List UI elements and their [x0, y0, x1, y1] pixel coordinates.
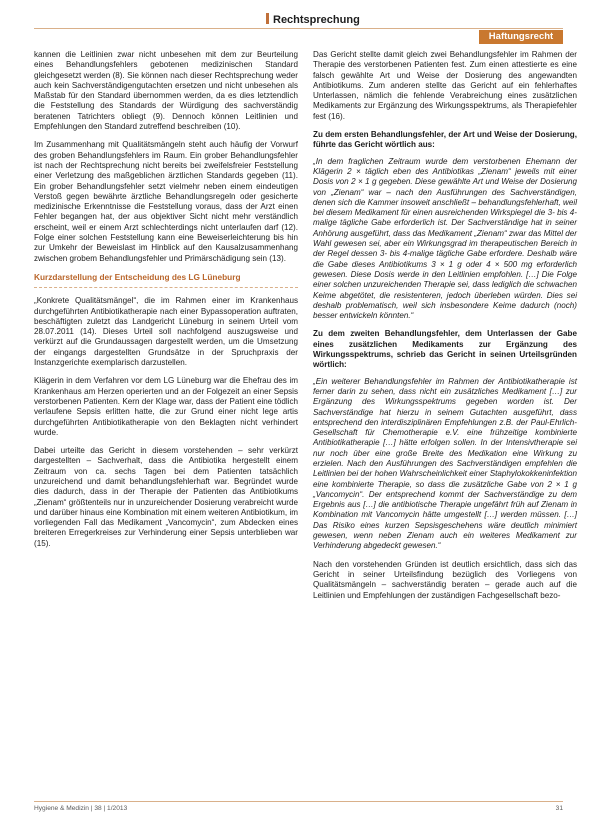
page-footer: [34, 801, 563, 812]
right-column: [313, 50, 577, 609]
section-title: Rechtsprechung: [273, 14, 360, 26]
section-marker: [266, 13, 269, 24]
paragraph: Nach den vorstehenden Gründen ist deutlich ersichtlich, dass sich das Gericht in seiner Urteilsfindung bezüglich des Vorliegens von Qualitätsmängeln – sachverständig beraten – gerade auch auf die Leitlinien und Empfehlungen der zuständigen Fachgesellschaft bezo-: [313, 559, 577, 600]
journal-citation: Hygiene & Medizin | 38 | 1/2013: [34, 805, 128, 812]
header-rule: [34, 28, 563, 29]
paragraph: kannen die Leitlinien zwar nicht unbesehen mit dem zur Beurteilung eines Behandlungsfehlers gebotenen medizinischen Standard gleichgesetzt werden (8). Sie können nach dieser Rechtsprechung weder auch kein Sachverständigengutachten ersetzen und nicht unbesehen als Maßstab für den Standard übernommen werden, da es dies letztendlich die Feststellung des Standards der Würdigung des sachverständig beratenen Tatrichters obliegt (9). Dennoch können Leitlinien und Empfehlungen den Standard zutreffend beschreiben (10).: [34, 50, 298, 132]
paragraph: „Konkrete Qualitätsmängel“, die im Rahmen einer im Krankenhaus durchgeführten Antibiotikatherapie nach einer Bypassoperation auftraten, beschäftigten zuletzt das Landgericht Lüneburg in seinem Urteil vom 28.07.2011 (14). Dieses Urteil soll nachfolgend auszugsweise und verkürzt auf die Grundaussagen dargestellt werden, um die Umsetzung der eingangs dargestellten Grundsätze in der Spruchpraxis der Instanzgerichte exemplarisch darzustellen.: [34, 296, 298, 368]
subheading: Zu dem zweiten Behandlungsfehler, dem Unterlassen der Gabe eines zusätzlichen Medikaments zur Ergänzung des Wirkungsspektrums, schrieb das Gericht in seinen Urteilsgründen wörtlich:: [313, 329, 577, 370]
paragraph: Klägerin in dem Verfahren vor dem LG Lüneburg war die Ehefrau des im Krankenhaus am Herzen operierten und an der Folgezeit an einer Sepsis verstorbenen Patienten. Kern der Klage war, dass der Patient eine tödlich verlaufene Sepsis erlitten hatte, die zur Grund einer nicht lege artis durchgeführten Antibiotikatherapie von den Beklagten nicht verhindert wurde.: [34, 376, 298, 437]
left-column: [34, 50, 298, 557]
paragraph: Dabei urteilte das Gericht in diesem vorstehenden – sehr verkürzt dargestellten – Sachverhalt, dass die Antibiotika hergestellt einem Zeitraum von ca. sechs Tagen bei dem Patienten tatsächlich unzureichend und damit behandlungsfehlerhaft war. Begründet wurde dies dadurch, dass in der Therapie der Patienten das Antibiotikums „Zienam“ größtenteils nur in unzureichender Dosierung verabreicht wurde und darüber hinaus eine Kombination mit einem weiteren Antibiotikum, im vorliegenden Fall das Medikament „Vancomycin“, zum Abdecken eines breiteren Erregerkreises zur Verhinderung einer Sepsis unterblieben war (15).: [34, 446, 298, 548]
subheading: Zu dem ersten Behandlungsfehler, der Art und Weise der Dosierung, führte das Gericht wörtlich aus:: [313, 130, 577, 150]
court-quote: „Ein weiterer Behandlungsfehler im Rahmen der Antibiotikatherapie ist ferner darin zu sehen, dass nicht ein zusätzliches Medikament […] zur Ergänzung des Wirkungsspektrums gegeben worden ist. Der Sachverständige hat hierzu in seinem Gutachten ausgeführt, dass entsprechend den interdisziplinären Empfehlungen z.B. der Paul-Ehrlich-Gesellschaft für Chemotherapie e.V. eine frühzeitige kombinierte Antibiotikatherapie […] hätte erfolgen sollen. In der Intensivtherapie sei nur noch über eine große Breite des Medikation eine Wirkung zu erzielen. Nach den Ausführungen des Sachverständigen empfehlen die Leitlinien bei der hohen Wahrscheinlichkeit einer Staphylokokkeninfektion eine kombinierte Therapie, so dass die zusätzliche Gabe von 2 × 1 g „Vancomycin“. Der entsprechend kommt der Sachverständige zu dem Ergebnis aus […] die antibiotische Therapie ungefährt früh auf Zienam in Kombination mit Vancomycin hätte umgestellt […] werden müssen. […] Das Risiko eines kurzen Sepsisgeschehens wäre deutlich minimiert gewesen, wenn neben Zienam auch ein weiteres Medikament zur Verhinderung abgedeckt gewesen.“: [313, 376, 577, 551]
paragraph: Das Gericht stellte damit gleich zwei Behandlungsfehler im Rahmen der Therapie des verstorbenen Patienten fest. Zum einen attestierte es eine falsch gewählte Art und Weise der Dosierung des angewandten Antibiotikums. Zum anderen stellte das Gericht auf ein fehlerhaftes Unterlassen, nämlich die fehlende Verabreichung eines zusätzlichen Medikaments zur Ergänzung des Wirkungsspektrums, als Therapiefehler fest (16).: [313, 50, 577, 121]
paragraph: Im Zusammenhang mit Qualitätsmängeln steht auch häufig der Vorwurf des groben Behandlungsfehlers im Raum. Ein grober Behandlungsfehler ist nach der Rechtsprechung nicht bereits bei zweifelsfreier Feststellung einer Verletzung des maßgeblichen ärztlichen Standards gegeben (11). Ein grober Behandlungsfehler setzt vielmehr neben einem eindeutigen Verstoß gegen bewährte ärztliche Behandlungsregeln oder gesicherte medizinische Erkenntnisse die Feststellung voraus, dass der Arzt einen Fehler begangen hat, der aus objektiver Sicht nicht mehr verständlich erscheint, weil er einem Arzt schlechterdings nicht unterlaufen darf (12). Folge einer solchen Feststellung kann eine Beweiserleichterung bis hin zur Umkehr der Beweislast im Hinblick auf den Kausalzusammenhang zwischen grobem Behandlungsfehler und Primärschädigung sein (13).: [34, 140, 298, 263]
section-heading: Kurzdarstellung der Entscheidung des LG Lüneburg: [34, 272, 298, 288]
section-label: [262, 12, 386, 28]
rubric-badge: Haftungsrecht: [479, 30, 563, 44]
page-number: 31: [555, 805, 563, 812]
court-quote: „In dem fraglichen Zeitraum wurde dem verstorbenen Ehemann der Klägerin 2 × täglich eben des Antibiotikas „Zienam“ jeweils mit einer Dosis von 2 × 1 g gegeben. Diese gewählte Art und Weise der Dosierung von „Zienam“ war – nach den Ausführungen des Sachverständigen, denen sich die Kammer insoweit anschließt – behandlungsfehlerhaft, weil bei diesem Medikament für einen ausreichenden Wirkspiegel die 3- bis 4-malige tägliche Gabe erforderlich ist. Der Sachverständige hat in seiner Anhörung ausgeführt, dass das Medikament „Zienam“ zwar das Mittel der Wahl gewesen sei, aber ein Wirkungsgrad im therapeutischen Bereich in der Regel dessen 3- bis 4-malige tägliche Gabe erfordere. Deshalb wäre die Gabe dieses Antibiotikums 3 × 1 g oder 4 × 500 mg erforderlich gewesen. Diese Dosis werde in den Leitlinien empfohlen. […] Die Folge einer solchen unzureichenden Therapie sei, dass lediglich die schwachen Keime abgetötet, die resistenteren, jedoch überleben würden. Dies sei deshalb problematisch, weil sich insbesondere Keime dadurch (noch) besser entwickeln könnten.“: [313, 156, 577, 321]
